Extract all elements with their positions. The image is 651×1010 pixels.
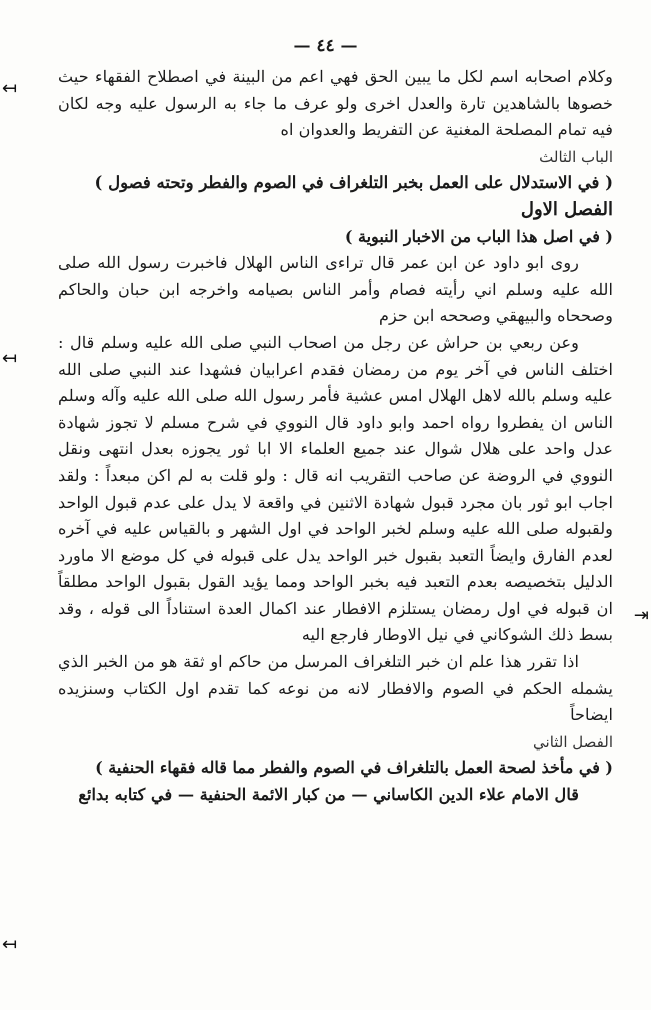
margin-arrow-icon: ↤	[2, 934, 18, 955]
paragraph-conclusion: اذا تقرر هذا علم ان خبر التلغراف المرسل من حاكم او ثقة هو من الخبر الذي يشمله الحكم في الصوم والافطار لانه من نوعه كما تقدم اول الكتاب وسنزيده ايضاحاً	[58, 652, 613, 725]
body-text	[58, 64, 613, 809]
section-title-1: الفصل الاول	[520, 198, 613, 220]
paragraph-continuation: وكلام اصحابه اسم لكل ما يبين الحق فهي اعم من البينة في اصطلاح الفقهاء حيث خصوها بالشاهدين تارة والعدل اخرى ولو عرف ما جاء به الرسول عليه وجه لكان فيه تمام المصلحة المغنية عن التفريط والعدوان اه	[58, 67, 613, 140]
section-subtitle-1: ( في اصل هذا الباب من الاخبار النبوية )	[344, 226, 613, 246]
section-title-2: الفصل الثاني	[533, 732, 613, 751]
chapter-title: الباب الثالث	[539, 147, 613, 166]
margin-arrow-icon: ↤	[2, 348, 18, 369]
margin-arrow-icon: ⇥	[633, 605, 649, 626]
margin-arrow-icon: ↤	[2, 78, 18, 99]
paragraph-quote-start: قال الامام علاء الدين الكاساني — من كبار الائمة الحنفية — في كتابه بدائع	[78, 785, 579, 805]
paragraph-hadith-2: وعن ربعي بن حراش عن رجل من اصحاب النبي صلى الله عليه وسلم قال : اختلف الناس في آخر يوم من رمضان فقدم اعرابيان فشهدا عند النبي صلى الله عليه وسلم بالله لاهل الهلال امس عشية فأمر رسول الله صلى الله عليه وآله وسلم الناس ان يفطروا رواه احمد وابو داود قال النووي في شرح مسلم لا تجوز شهادة عدل واحد على هلال شوال عند جميع العلماء الا ابا ثور يجوزه بعدل انتهى ونقل النووي في الروضة عن صاحب التقريب انه قال : ولو قلت به لم اكن مبعداً : ولقد اجاب ابو ثور بان مجرد قبول شهادة الاثنين في واقعة لا يدل على عدم قبول الواحد ولقبوله صلى الله عليه وسلم لخبر الواحد في اول الشهر و بالقياس عليه في آخره لعدم الفارق وايضاً التعبد بقبول خبر الواحد يدل على قبوله في كل موضع الا ماورد الدليل بتخصيصه بعدم التعبد فيه بخبر الواحد ومما يؤيد القول بقبول الواحد مطلقاً ان قبوله في اول رمضان يستلزم الافطار عند اكمال العدة استناداً الى قوله ، وقد بسط ذلك الشوكاني في نيل الاوطار فارجع اليه	[58, 332, 613, 645]
page-number: — ٤٤ —	[293, 36, 358, 56]
chapter-subtitle: ( في الاستدلال على العمل بخبر التلغراف في الصوم والفطر وتحته فصول )	[94, 173, 613, 193]
paragraph-hadith-1: روى ابو داود عن ابن عمر قال تراءى الناس الهلال فاخبرت رسول الله صلى الله عليه وسلم اني رأيته فصام وأمر الناس بصيامه واخرجه ابن حبان والحاكم وصححاه والبيهقي وصححه ابن حزم	[58, 253, 613, 326]
section-subtitle-2: ( في مأخذ لصحة العمل بالتلغراف في الصوم والفطر مما قاله فقهاء الحنفية )	[95, 758, 613, 778]
